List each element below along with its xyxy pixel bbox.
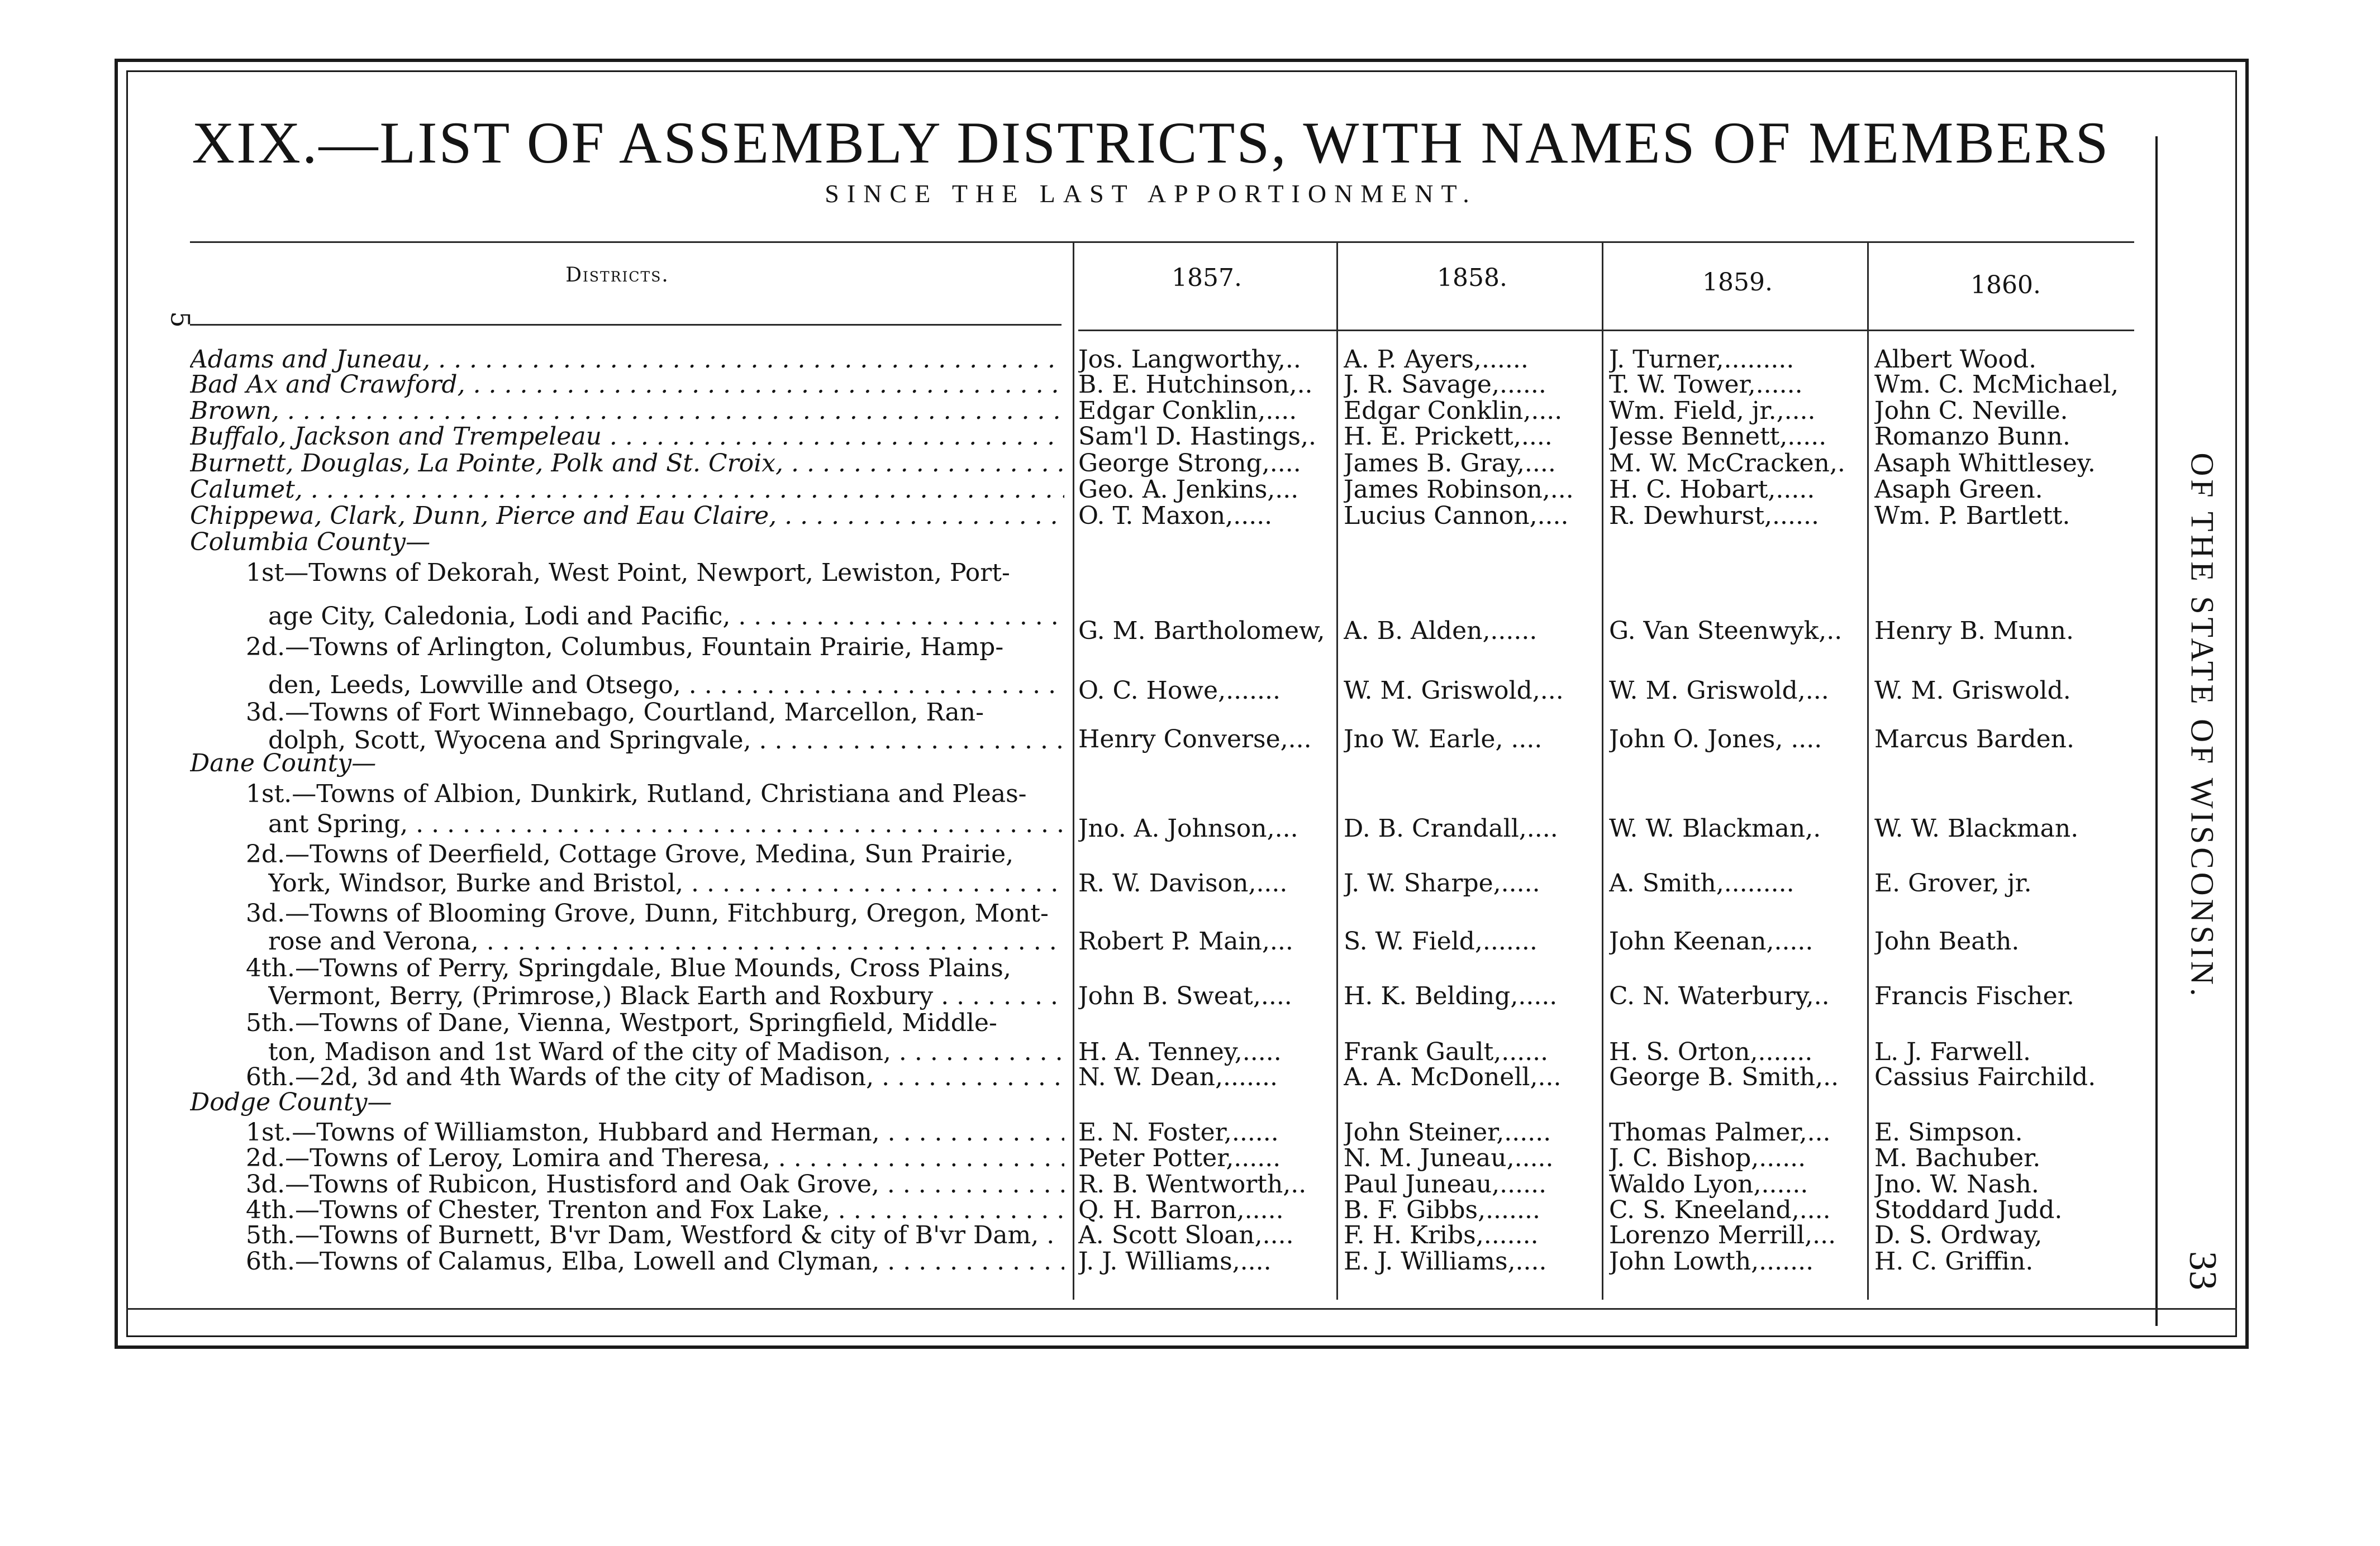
member-1857: E. N. Foster,...... [1078, 1119, 1279, 1146]
district-name: 2d.—Towns of Deerfield, Cottage Grove, Medina, Sun Prairie, [246, 841, 1014, 868]
member-1858: James Robinson,... [1344, 476, 1574, 503]
member-1858: B. F. Gibbs,....... [1344, 1197, 1540, 1224]
district-name: Adams and Juneau, . . . [190, 346, 1064, 373]
district-name: 5th.—Towns of Burnett, B'vr Dam, Westford & city of B'vr Dam, . . . [246, 1222, 1064, 1249]
member-1858: J. R. Savage,...... [1344, 371, 1546, 398]
member-1859: A. Smith,......... [1609, 870, 1794, 897]
district-name: Columbia County— [190, 529, 431, 556]
member-1857: Henry Converse,... [1078, 726, 1312, 753]
member-1860: Wm. P. Bartlett. [1874, 503, 2070, 529]
member-1857: N. W. Dean,....... [1078, 1064, 1278, 1091]
member-1858: Paul Juneau,...... [1344, 1171, 1547, 1198]
member-1858: J. W. Sharpe,..... [1344, 870, 1540, 897]
member-1860: Cassius Fairchild. [1874, 1064, 2096, 1091]
member-1857: Geo. A. Jenkins,... [1078, 476, 1299, 503]
member-1860: W. M. Griswold. [1874, 677, 2071, 704]
member-1859: H. S. Orton,....... [1609, 1039, 1813, 1066]
member-1857: G. M. Bartholomew, [1078, 618, 1325, 645]
member-1860: W. W. Blackman. [1874, 815, 2079, 842]
member-1859: Jesse Bennett,..... [1609, 423, 1827, 450]
member-1860: Marcus Barden. [1874, 726, 2074, 753]
member-1860: Romanzo Bunn. [1874, 423, 2070, 450]
col-header-districts: Districts. [565, 264, 669, 287]
district-name: Dane County— [190, 750, 377, 777]
district-name: Calumet, . . . [190, 476, 1064, 503]
district-name: Brown, . . . [190, 398, 1064, 424]
member-1859: W. M. Griswold,... [1609, 677, 1829, 704]
member-1859: G. Van Steenwyk,.. [1609, 618, 1843, 645]
member-1860: Wm. C. McMichael, [1874, 371, 2119, 398]
col-header-1857: 1857. [1172, 264, 1242, 292]
column-divider-1859 [1602, 241, 1603, 1300]
member-1860: M. Bachuber. [1874, 1145, 2041, 1172]
member-1859: M. W. McCracken,. [1609, 450, 1845, 477]
member-1858: A. A. McDonell,... [1344, 1064, 1562, 1091]
member-1858: S. W. Field,....... [1344, 928, 1538, 955]
member-1858: Frank Gault,...... [1344, 1039, 1549, 1066]
member-1860: H. C. Griffin. [1874, 1248, 2034, 1275]
member-1857: R. W. Davison,.... [1078, 870, 1288, 897]
member-1858: F. H. Kribs,....... [1344, 1222, 1539, 1249]
member-1857: Robert P. Main,... [1078, 928, 1293, 955]
member-1859: Lorenzo Merrill,... [1609, 1222, 1836, 1249]
district-name: 4th.—Towns of Chester, Trenton and Fox Lake, . . . [246, 1197, 1064, 1224]
member-1858: D. B. Crandall,.... [1344, 815, 1558, 842]
member-1858: H. K. Belding,..... [1344, 983, 1558, 1010]
member-1857: H. A. Tenney,..... [1078, 1039, 1282, 1066]
member-1860: E. Grover, jr. [1874, 870, 2032, 897]
district-name: Chippewa, Clark, Dunn, Pierce and Eau Claire, . . . [190, 503, 1064, 529]
member-1859: Thomas Palmer,... [1609, 1119, 1831, 1146]
district-name: York, Windsor, Burke and Bristol, . . . [268, 870, 1064, 897]
member-1857: A. Scott Sloan,.... [1078, 1222, 1294, 1249]
member-1858: John Steiner,...... [1344, 1119, 1551, 1146]
member-1858: A. B. Alden,...... [1344, 618, 1538, 645]
district-name: Bad Ax and Crawford, . . . [190, 371, 1064, 398]
header-bottom-rule-years [1078, 330, 2134, 331]
member-1857: Peter Potter,...... [1078, 1145, 1281, 1172]
member-1860: Stoddard Judd. [1874, 1197, 2063, 1224]
district-name: Burnett, Douglas, La Pointe, Polk and St. Croix, . . . [190, 450, 1064, 477]
district-name: 6th.—2d, 3d and 4th Wards of the city of Madison, . . . [246, 1064, 1064, 1091]
member-1859: C. S. Kneeland,.... [1609, 1197, 1831, 1224]
header-top-rule [190, 241, 2134, 243]
col-header-1858: 1858. [1437, 264, 1507, 292]
member-1858: A. P. Ayers,...... [1344, 346, 1529, 373]
district-name: 2d.—Towns of Leroy, Lomira and Theresa, . . . [246, 1145, 1064, 1172]
member-1860: Asaph Green. [1874, 476, 2043, 503]
district-name: 1st—Towns of Dekorah, West Point, Newport, Lewiston, Port- [246, 560, 1010, 586]
member-1857: Edgar Conklin,.... [1078, 398, 1297, 424]
member-1857: John B. Sweat,.... [1078, 983, 1292, 1010]
member-1859: T. W. Tower,...... [1609, 371, 1803, 398]
column-divider-1858 [1336, 241, 1338, 1300]
member-1857: Sam'l D. Hastings,. [1078, 423, 1316, 450]
member-1860: Francis Fischer. [1874, 983, 2074, 1010]
district-name: ant Spring, . . . [268, 811, 1064, 838]
member-1860: L. J. Farwell. [1874, 1039, 2031, 1066]
member-1860: Albert Wood. [1874, 346, 2037, 373]
member-1857: Jos. Langworthy,.. [1078, 346, 1301, 373]
member-1859: John Keenan,..... [1609, 928, 1813, 955]
member-1859: Wm. Field, jr.,.... [1609, 398, 1816, 424]
member-1859: George B. Smith,.. [1609, 1064, 1839, 1091]
member-1859: R. Dewhurst,...... [1609, 503, 1819, 529]
district-name: Vermont, Berry, (Primrose,) Black Earth and Roxbury . . . [268, 983, 1064, 1010]
member-1859: Waldo Lyon,...... [1609, 1171, 1808, 1198]
district-name: dolph, Scott, Wyocena and Springvale, . . . [268, 727, 1064, 754]
district-name: 3d.—Towns of Fort Winnebago, Courtland, Marcellon, Ran- [246, 699, 984, 726]
member-1859: John O. Jones, .... [1609, 726, 1822, 753]
member-1857: Jno. A. Johnson,... [1078, 815, 1298, 842]
page-title: XIX.—LIST OF ASSEMBLY DISTRICTS, WITH NAMES OF MEMBERS [192, 110, 2110, 175]
member-1860: D. S. Ordway, [1874, 1222, 2043, 1249]
member-1860: Asaph Whittlesey. [1874, 450, 2096, 477]
member-1860: Jno. W. Nash. [1874, 1171, 2039, 1198]
member-1860: John C. Neville. [1874, 398, 2068, 424]
header-bottom-rule-districts [190, 324, 1062, 326]
col-header-1859: 1859. [1702, 268, 1773, 297]
table-bottom-rule [126, 1308, 2237, 1310]
member-1859: J. Turner,......... [1609, 346, 1794, 373]
member-1860: Henry B. Munn. [1874, 618, 2074, 645]
col-header-1860: 1860. [1970, 271, 2041, 299]
district-name: ton, Madison and 1st Ward of the city of Madison, . . . [268, 1039, 1064, 1066]
page-subtitle: SINCE THE LAST APPORTIONMENT. [825, 179, 1477, 208]
district-name: 3d.—Towns of Rubicon, Hustisford and Oak Grove, . . . [246, 1171, 1064, 1198]
member-1859: C. N. Waterbury,.. [1609, 983, 1830, 1010]
member-1860: John Beath. [1874, 928, 2020, 955]
column-divider-1857 [1073, 241, 1074, 1300]
member-1857: R. B. Wentworth,.. [1078, 1171, 1307, 1198]
district-name: 6th.—Towns of Calamus, Elba, Lowell and Clyman, . . . [246, 1248, 1064, 1275]
district-name: age City, Caledonia, Lodi and Pacific, . . . [268, 603, 1064, 630]
member-1858: E. J. Williams,.... [1344, 1248, 1547, 1275]
page-number-text: 33 [2181, 1251, 2224, 1290]
member-1858: Edgar Conklin,.... [1344, 398, 1563, 424]
member-1858: W. M. Griswold,... [1344, 677, 1564, 704]
page-mark: 5 [165, 311, 196, 328]
district-name: 5th.—Towns of Dane, Vienna, Westport, Springfield, Middle- [246, 1010, 997, 1037]
member-1858: Jno W. Earle, .... [1344, 726, 1543, 753]
member-1858: James B. Gray,.... [1344, 450, 1556, 477]
side-running-title-text: OF THE STATE OF WISCONSIN. [2184, 452, 2221, 1000]
member-1857: O. T. Maxon,..... [1078, 503, 1273, 529]
district-name: Dodge County— [190, 1089, 392, 1116]
member-1859: J. C. Bishop,...... [1609, 1145, 1806, 1172]
member-1860: E. Simpson. [1874, 1119, 2023, 1146]
member-1859: John Lowth,....... [1609, 1248, 1814, 1275]
member-1857: B. E. Hutchinson,.. [1078, 371, 1313, 398]
district-name: Buffalo, Jackson and Trempeleau . . . [190, 423, 1064, 450]
member-1857: Q. H. Barron,..... [1078, 1197, 1284, 1224]
district-name: 2d.—Towns of Arlington, Columbus, Fountain Prairie, Hamp- [246, 634, 1004, 661]
district-name: 4th.—Towns of Perry, Springdale, Blue Mounds, Cross Plains, [246, 955, 1011, 982]
member-1858: N. M. Juneau,..... [1344, 1145, 1554, 1172]
member-1857: O. C. Howe,....... [1078, 677, 1281, 704]
member-1858: H. E. Prickett,.... [1344, 423, 1553, 450]
district-name: 1st.—Towns of Albion, Dunkirk, Rutland, Christiana and Pleas- [246, 781, 1027, 808]
member-1858: Lucius Cannon,.... [1344, 503, 1569, 529]
member-1857: George Strong,.... [1078, 450, 1301, 477]
side-rule [2155, 136, 2158, 1326]
district-name: 1st.—Towns of Williamston, Hubbard and Herman, . . . [246, 1119, 1064, 1146]
member-1859: W. W. Blackman,. [1609, 815, 1821, 842]
district-name: rose and Verona, . . . [268, 928, 1064, 955]
district-name: 3d.—Towns of Blooming Grove, Dunn, Fitchburg, Oregon, Mont- [246, 900, 1049, 927]
district-name: den, Leeds, Lowville and Otsego, . . . [268, 672, 1064, 699]
member-1857: J. J. Williams,.... [1078, 1248, 1272, 1275]
member-1859: H. C. Hobart,..... [1609, 476, 1815, 503]
